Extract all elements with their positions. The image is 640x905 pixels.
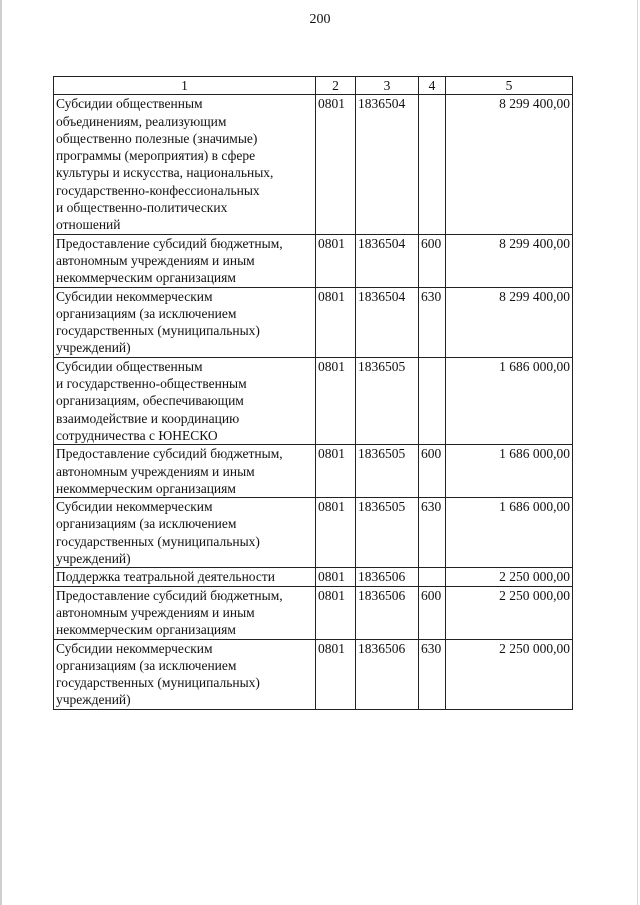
table-row — [54, 445, 573, 498]
expense-name-line: автономным учреждениям и иным — [56, 463, 255, 479]
expense-name-line: и государственно-общественным — [56, 376, 247, 392]
expense-name-cell — [54, 357, 316, 444]
section-code-cell: 0801 — [316, 498, 356, 568]
expense-name-line: государственно-конфессиональных — [56, 182, 260, 198]
expense-name-line: учреждений) — [56, 340, 131, 356]
amount-cell: 1 686 000,00 — [446, 445, 573, 498]
section-code-cell: 0801 — [316, 445, 356, 498]
expense-name-line: Предоставление субсидий бюджетным, — [56, 235, 283, 251]
amount-cell: 2 250 000,00 — [446, 568, 573, 586]
section-code-cell: 0801 — [316, 586, 356, 639]
amount-cell: 1 686 000,00 — [446, 498, 573, 568]
expense-name-line: организациям, обеспечивающим — [56, 393, 244, 409]
expense-name-line: Субсидии общественным — [56, 96, 203, 112]
expense-name-line: некоммерческим организациям — [56, 480, 236, 496]
expense-name-line: культуры и искусства, национальных, — [56, 165, 274, 181]
target-article-cell: 1836506 — [356, 639, 419, 709]
expense-name-line: некоммерческим организациям — [56, 270, 236, 286]
expense-name-line: Предоставление субсидий бюджетным, — [56, 446, 283, 462]
section-code-cell: 0801 — [316, 234, 356, 287]
expense-name-cell — [54, 287, 316, 357]
amount-cell: 8 299 400,00 — [446, 287, 573, 357]
budget-table — [53, 76, 573, 710]
target-article-cell: 1836504 — [356, 287, 419, 357]
table-row — [54, 95, 573, 234]
expense-name-line: и общественно-политических — [56, 200, 228, 216]
expense-name-cell — [54, 639, 316, 709]
section-code-cell: 0801 — [316, 568, 356, 586]
expense-type-cell — [419, 95, 446, 234]
expense-name-line: автономным учреждениям и иным — [56, 604, 255, 620]
table-row — [54, 568, 573, 586]
expense-name-cell — [54, 568, 316, 586]
expense-name-line: Субсидии некоммерческим — [56, 499, 213, 515]
scan-edge-left — [0, 0, 2, 905]
target-article-cell: 1836504 — [356, 95, 419, 234]
expense-name-line: Субсидии некоммерческим — [56, 640, 213, 656]
amount-cell: 1 686 000,00 — [446, 357, 573, 444]
expense-name-line: государственных (муниципальных) — [56, 533, 260, 549]
expense-name-line: программы (мероприятия) в сфере — [56, 148, 256, 164]
column-header-2: 2 — [316, 77, 356, 95]
expense-type-cell: 630 — [419, 287, 446, 357]
table-row — [54, 586, 573, 639]
expense-name-line: объединениям, реализующим — [56, 113, 227, 129]
expense-name-cell — [54, 586, 316, 639]
expense-name-line: отношений — [56, 217, 121, 233]
expense-name-cell — [54, 95, 316, 234]
target-article-cell: 1836506 — [356, 568, 419, 586]
expense-name-cell — [54, 498, 316, 568]
target-article-cell: 1836505 — [356, 445, 419, 498]
expense-name-cell — [54, 445, 316, 498]
section-code-cell: 0801 — [316, 639, 356, 709]
expense-name-line: Субсидии некоммерческим — [56, 288, 213, 304]
column-header-1: 1 — [54, 77, 316, 95]
expense-name-line: учреждений) — [56, 551, 131, 567]
section-code-cell: 0801 — [316, 357, 356, 444]
expense-name-line: некоммерческим организациям — [56, 622, 236, 638]
expense-name-line: сотрудничества с ЮНЕСКО — [56, 427, 218, 443]
expense-name-line: взаимодействие и координацию — [56, 410, 240, 426]
expense-name-line: Поддержка театральной деятельности — [56, 569, 276, 585]
expense-name-line: общественно полезные (значимые) — [56, 130, 258, 146]
column-header-4: 4 — [419, 77, 446, 95]
table-header-row — [54, 77, 573, 95]
expense-type-cell: 630 — [419, 639, 446, 709]
expense-type-cell — [419, 568, 446, 586]
table-row — [54, 287, 573, 357]
expense-name-line: Предоставление субсидий бюджетным, — [56, 587, 283, 603]
scan-edge-right — [637, 0, 638, 905]
expense-type-cell: 600 — [419, 234, 446, 287]
amount-cell: 2 250 000,00 — [446, 639, 573, 709]
expense-name-line: организациям (за исключением — [56, 516, 237, 532]
target-article-cell: 1836505 — [356, 498, 419, 568]
expense-name-cell — [54, 234, 316, 287]
expense-name-line: автономным учреждениям и иным — [56, 252, 255, 268]
expense-name-line: государственных (муниципальных) — [56, 323, 260, 339]
expense-type-cell: 600 — [419, 586, 446, 639]
target-article-cell: 1836505 — [356, 357, 419, 444]
target-article-cell: 1836506 — [356, 586, 419, 639]
expense-type-cell: 600 — [419, 445, 446, 498]
amount-cell: 8 299 400,00 — [446, 95, 573, 234]
expense-name-line: государственных (муниципальных) — [56, 675, 260, 691]
table-row — [54, 639, 573, 709]
expense-name-line: Субсидии общественным — [56, 358, 203, 374]
table-row — [54, 234, 573, 287]
table-row — [54, 357, 573, 444]
expense-name-line: организациям (за исключением — [56, 657, 237, 673]
expense-name-line: учреждений) — [56, 692, 131, 708]
section-code-cell: 0801 — [316, 95, 356, 234]
target-article-cell: 1836504 — [356, 234, 419, 287]
section-code-cell: 0801 — [316, 287, 356, 357]
table-row — [54, 498, 573, 568]
column-header-5: 5 — [446, 77, 573, 95]
column-header-3: 3 — [356, 77, 419, 95]
page-number: 200 — [309, 12, 331, 27]
expense-type-cell: 630 — [419, 498, 446, 568]
budget-table-body — [54, 77, 573, 710]
expense-name-line: организациям (за исключением — [56, 305, 237, 321]
expense-type-cell — [419, 357, 446, 444]
amount-cell: 8 299 400,00 — [446, 234, 573, 287]
amount-cell: 2 250 000,00 — [446, 586, 573, 639]
